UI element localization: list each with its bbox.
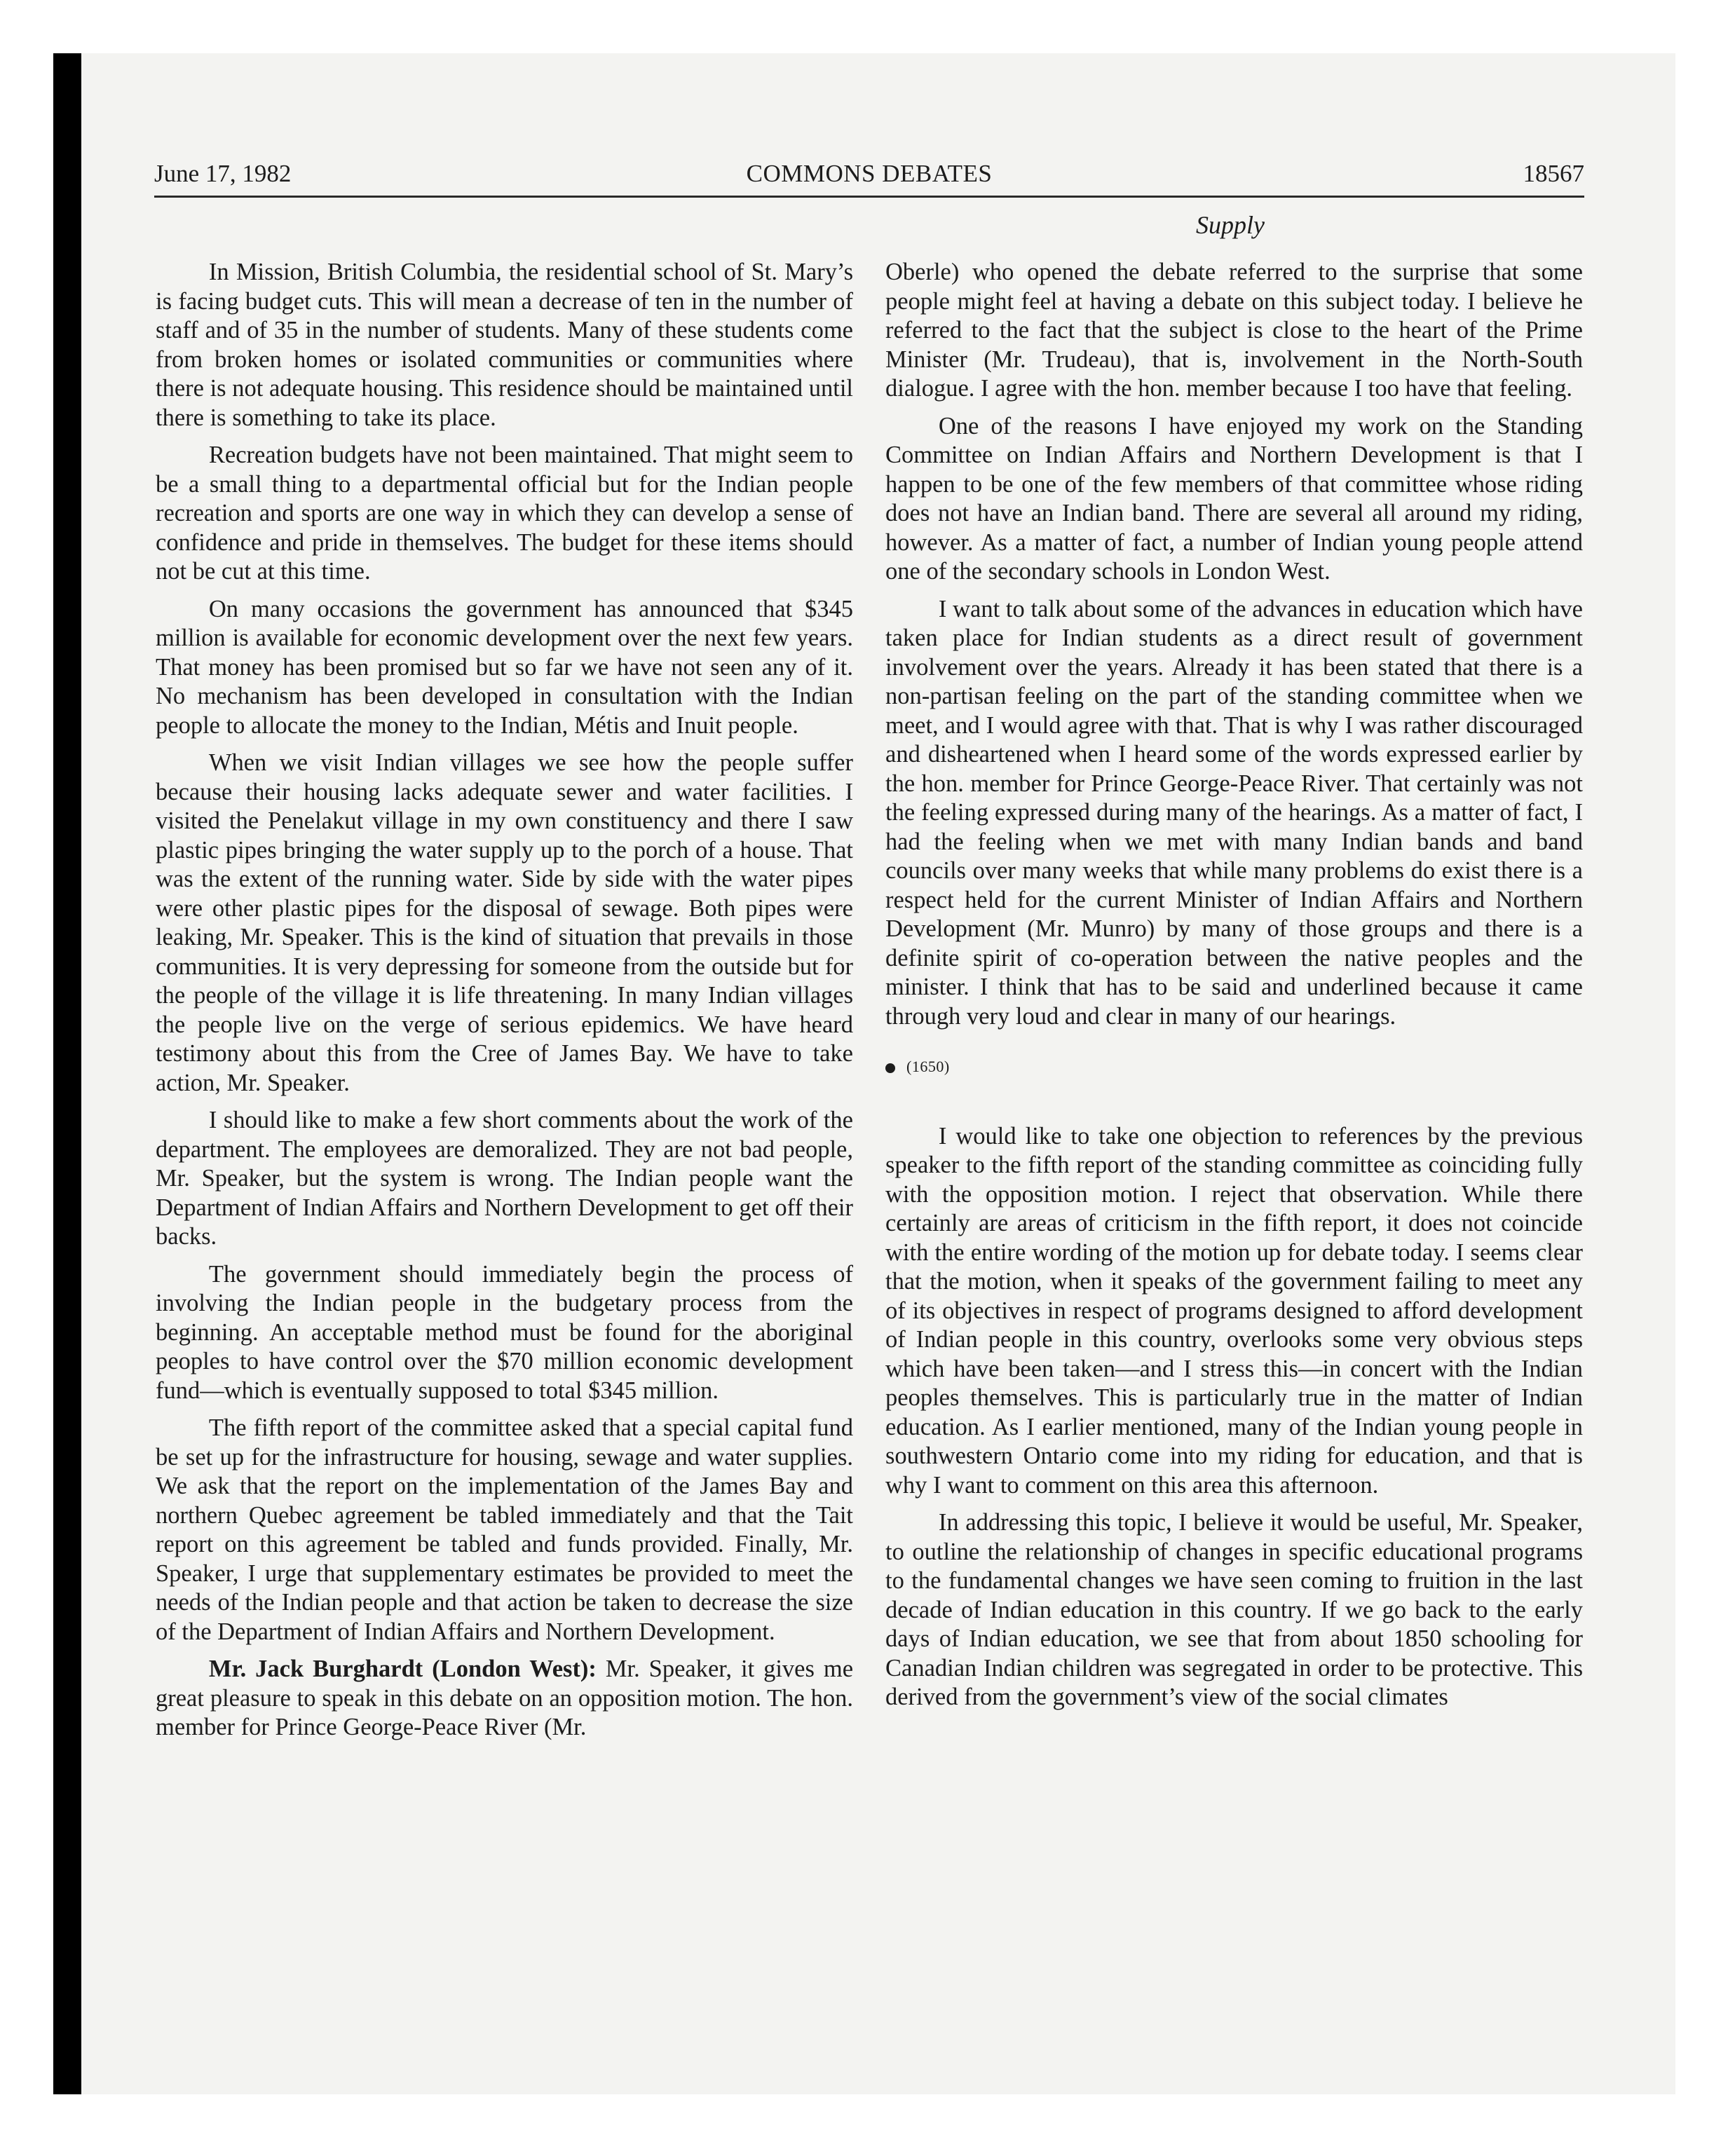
paragraph: In Mission, British Columbia, the residential school of St. Mary’s is facing budget cuts. This will mean a decrease of ten in the number of staff and of 35 in the number of students. Many of these students come from broken homes or isolated communities or communities where there is not adequate housing. This residence should be maintained until there is something to take its place. bbox=[156, 259, 853, 431]
paragraph: I want to talk about some of the advances in education which have taken place for Indian students as a direct result of government involvement over the years. Already it has been stated that there is a non-partisan feeling on the part of the standing committee when we meet, and I would agree with that. That is why I was rather discouraged and disheartened when I heard some of the words expressed earlier by the hon. member for Prince George-Peace River. That certainly was not the feeling expressed during many of the hearings. As a matter of fact, I had the feeling when we met with many Indian bands and band councils over many weeks that while many problems do exist there is a respect held for the current Minister of Indian Affairs and Northern Development (Mr. Munro) by many of those groups and there is a definite spirit of co-operation between the native peoples and the minister. I think that has to be said and underlined because it came through very loud and clear in many of our hearings. bbox=[885, 595, 1583, 1030]
timestamp-marker bbox=[885, 1052, 1583, 1082]
speaker-text: Mr. Speaker, it gives me great pleasure to speak in this debate on an opposition motion. The hon. member for Prince George-Peace River (Mr. bbox=[156, 1656, 854, 1740]
paragraph: Recreation budgets have not been maintained. That might seem to be a small thing to a departmental official but for the Indian people recreation and sports are one way in which they can develop a sense of confidence and pride in themselves. The budget for these items should not be cut at this time. bbox=[156, 442, 853, 585]
paragraph: I should like to make a few short comments about the work of the department. The employees are demoralized. They are not bad people, Mr. Speaker, but the system is wrong. The Indian people want the Department of Indian Affairs and Northern Development to get off their backs. bbox=[156, 1107, 853, 1250]
header-publication: COMMONS DEBATES bbox=[746, 160, 993, 187]
paragraph: In addressing this topic, I believe it would be useful, Mr. Speaker, to outline the relationship of changes in specific educational programs to the fundamental changes we have seen coming to fruition in the last decade of Indian education in this country. If we go back to the early days of Indian education, we see that from about 1850 schooling for Canadian Indian children was segregated in order to be protective. This derived from the government’s view of the social climates bbox=[885, 1509, 1583, 1710]
timestamp-text: (1650) bbox=[906, 1058, 950, 1075]
paragraph-continued: Oberle) who opened the debate referred to the surprise that some people might feel at having a debate on this subject today. I believe he referred to the fact that the subject is close to the heart of the Prime Minister (Mr. Trudeau), that is, involvement in the North-South dialogue. I agree with the hon. member because I too have that feeling. bbox=[885, 259, 1583, 402]
section-title: Supply bbox=[1196, 211, 1265, 239]
paragraph: The government should immediately begin the process of involving the Indian people in the budgetary process from the beginning. An acceptable method must be found for the aboriginal peoples to have control over the $70 million economic development fund—which is eventually supposed to total $345 million. bbox=[156, 1260, 853, 1404]
paragraph: The fifth report of the committee asked that a special capital fund be set up for the infrastructure for housing, sewage and water supplies. We ask that the report on the implementation of the James Bay and northern Quebec agreement be tabled immediately and that the Tait report on this agreement be tabled and funds provided. Finally, Mr. Speaker, I urge that supplementary estimates be provided to meet the needs of the Indian people and that action be taken to decrease the size of the Department of Indian Affairs and Northern Development. bbox=[156, 1414, 853, 1645]
speaker-name: Mr. Jack Burghardt (London West): bbox=[208, 1656, 597, 1682]
header-date: June 17, 1982 bbox=[154, 160, 292, 187]
paragraph: On many occasions the government has announced that $345 million is available for economic development over the next few years. That money has been promised but so far we have not seen any of it. No mechanism has been developed in consultation with the Indian people to allocate the money to the Indian, Métis and Inuit people. bbox=[156, 595, 853, 739]
paragraph: I would like to take one objection to references by the previous speaker to the fifth report of the standing committee as coinciding fully with the opposition motion. I reject that observation. While there certainly are areas of criticism in the fifth report, it does not coincide with the entire wording of the motion up for debate today. I seems clear that the motion, when it speaks of the government failing to meet any of its objectives in respect of programs designed to afford development of Indian people in this country, overlooks some very obvious steps which have been taken—and I stress this—in concert with the Indian peoples themselves. This is particularly true in the matter of Indian education. As I earlier mentioned, many of the Indian young people in southwestern Ontario come into my riding for education, and that is why I want to comment on this area this afternoon. bbox=[885, 1122, 1583, 1499]
header-rule bbox=[154, 196, 1584, 198]
paragraph: When we visit Indian villages we see how the people suffer because their housing lacks adequate sewer and water facilities. I visited the Penelakut village in my own constituency and there I saw plastic pipes bringing the water supply up to the porch of a house. That was the extent of the running water. Side by side with the water pipes were other plastic pipes for the disposal of sewage. Both pipes were leaking, Mr. Speaker. This is the kind of situation that prevails in those communities. It is very depressing for someone from the outside but for the people of the village it is life threatening. In many Indian villages the people live on the verge of serious epidemics. We have heard testimony about this from the Cree of James Bay. We have to take action, Mr. Speaker. bbox=[156, 749, 853, 1096]
running-header bbox=[154, 160, 1584, 195]
right-column bbox=[885, 258, 1583, 1721]
left-column bbox=[156, 258, 853, 1751]
paragraph: One of the reasons I have enjoyed my work on the Standing Committee on Indian Affairs and Northern Development is that I happen to be one of the few members of that committee whose riding does not have an Indian band. There are several all around my riding, however. As a matter of fact, a number of Indian young people attend one of the secondary schools in London West. bbox=[885, 412, 1583, 585]
speaker-paragraph bbox=[156, 1655, 853, 1742]
scan-edge bbox=[53, 53, 81, 2094]
header-page-number: 18567 bbox=[1523, 160, 1584, 187]
bullet-icon bbox=[885, 1063, 895, 1073]
